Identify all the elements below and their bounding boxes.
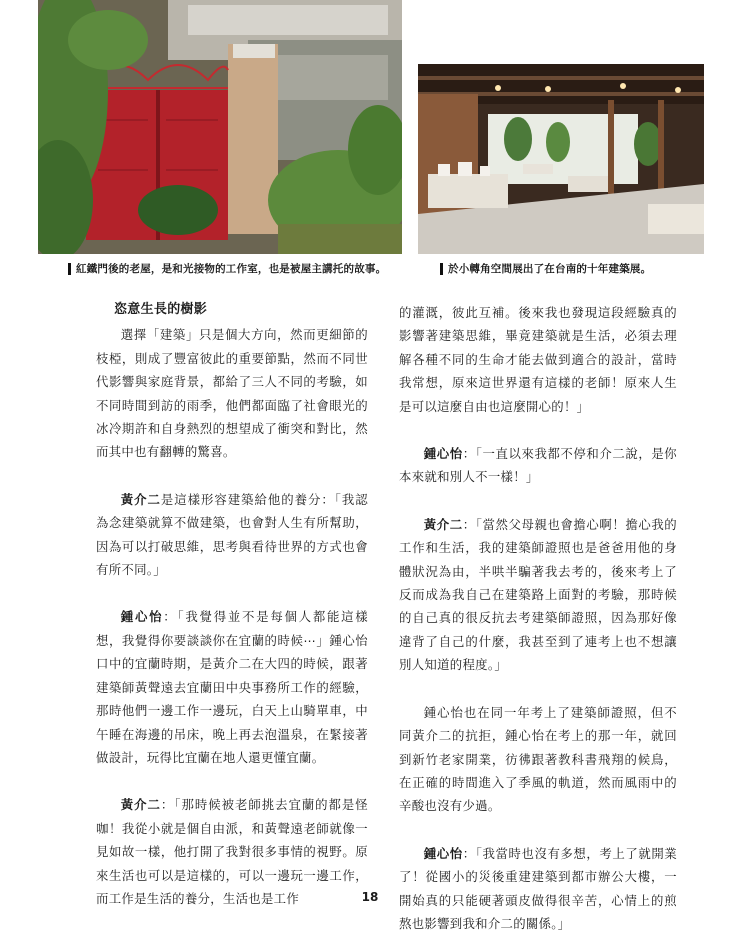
paragraph-text: ：「一直以來我都不停和介二說，是你本來就和別人不一樣！」 [399, 446, 677, 485]
caption-text-1: 紅鐵門後的老屋，是和光接物的工作室，也是被屋主講托的故事。 [76, 263, 387, 275]
left-paragraph-3 [96, 605, 368, 769]
right-paragraph-1: 的灌溉，彼此互補。後來我也發現這段經驗真的影響著建築思維，畢竟建築就是生活，必須去理解各種不同的生命才能去做到適合的設計，當時我常想，原來這世界還有這樣的老師！原來人生是可以這麼自由也這麼開心的！」 [399, 305, 677, 414]
exhibition-space-photo [418, 64, 704, 254]
caption-bar-icon [68, 263, 71, 275]
page-number: 18 [361, 890, 379, 904]
speaker-name: 鍾心怡 [120, 609, 164, 625]
left-column [96, 298, 368, 910]
photo-caption-1 [68, 261, 386, 276]
caption-bar-icon [440, 263, 443, 275]
section-heading: 恣意生長的樹影 [114, 302, 208, 317]
paragraph-text: ：「我覺得並不是每個人都能這樣想，我覺得你要談談你在宜蘭的時候⋯」鍾心怡口中的宜蘭時期，是黃介二在大四的時候，跟著建築師黃聲遠去宜蘭田中央事務所工作的經驗，那時他們一邊工作一邊玩，白天上山騎單車，中午睡在海邊的吊床，晚上再去泡溫泉，在緊接著做設計，玩得比宜蘭在地人還更懂宜蘭。 [96, 609, 368, 765]
paragraph-text: ：「當然父母親也會擔心啊！擔心我的工作和生活，我的建築師證照也是爸爸用他的身體狀況為由，半哄半騙著我去考的，後來考上了反而成為我自己在建築路上面對的考驗，那時候的自己真的很反抗去考建築師證照，因為那好像違背了自己的什麼，我甚至到了連考上也不想讓別人知道的程度。」 [399, 516, 677, 673]
right-paragraph-4: 鍾心怡也在同一年考上了建築師證照，但不同黃介二的抗拒，鍾心怡在考上的那一年，就回到新竹老家開業，彷彿跟著教科書飛翔的候鳥，在正確的時間進入了季風的軌道，然而風雨中的辛酸也沒有少過。 [399, 704, 677, 814]
caption-text-2: 於小轉角空間展出了在台南的十年建築展。 [448, 263, 652, 275]
speaker-name: 黃介二 [120, 491, 161, 507]
speaker-name: 鍾心怡 [423, 845, 463, 861]
paragraph-text: ：「那時候被老師挑去宜蘭的都是怪咖！我從小就是個自由派，和黃聲遠老師就像一見如故一樣，他打開了我對很多事情的視野。原來生活也可以是這樣的，可以一邊玩一邊工作，而工作是生活的養分，生活也是工作 [96, 797, 368, 906]
paragraph-text: ：「我當時也沒有多想，考上了就開業了！從國小的災後重建建築到都市辦公大樓，一開始真的只能硬著頭皮做得很辛苦，心情上的煎熬也影響到我和介二的關係。」 [399, 845, 677, 931]
right-paragraph-5 [399, 842, 677, 936]
speaker-name: 黃介二 [423, 516, 463, 532]
left-paragraph-2 [96, 488, 368, 582]
speaker-name: 鍾心怡 [423, 446, 463, 462]
right-paragraph-2 [399, 442, 677, 489]
right-column [399, 301, 677, 935]
red-gate-photo [38, 0, 402, 254]
photo-caption-2 [440, 261, 651, 276]
left-paragraph-1: 選擇「建築」只是個大方向，然而更細節的枝椏，則成了豐富彼此的重要節點，然而不同世代影響與家庭背景，都給了三人不同的考驗，如不同時間到訪的雨季，他們都面臨了社會眼光的冰冷期許和自身熱烈的想望成了衝突和對比，然而其中也有翻轉的驚喜。 [96, 327, 368, 460]
paragraph-text: 是這樣形容建築給他的養分：「我認為念建築就算不做建築，也會對人生有所幫助，因為可以打破思維，思考與看待世界的方式也會有所不同。」 [96, 491, 368, 578]
speaker-name: 黃介二 [120, 797, 161, 813]
right-paragraph-3 [399, 513, 677, 677]
